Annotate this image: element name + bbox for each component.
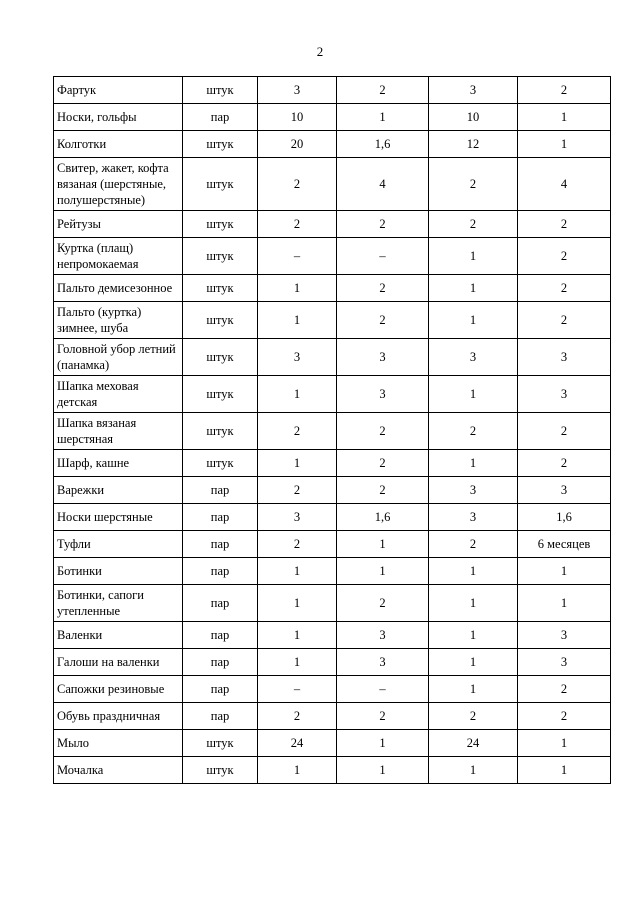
unit-cell: штук (183, 131, 258, 158)
value-cell-1: 2 (258, 211, 337, 238)
table-row (54, 585, 611, 622)
value-cell-4: 3 (518, 477, 611, 504)
value-cell-2: 2 (337, 450, 429, 477)
value-cell-2: 4 (337, 158, 429, 211)
value-cell-2: – (337, 238, 429, 275)
item-name-cell: Туфли (54, 531, 183, 558)
unit-cell: штук (183, 238, 258, 275)
value-cell-4: 3 (518, 339, 611, 376)
item-name-cell: Куртка (плащ) непромокаемая (54, 238, 183, 275)
table-row (54, 211, 611, 238)
value-cell-3: 10 (429, 104, 518, 131)
value-cell-3: 3 (429, 477, 518, 504)
item-name-cell: Галоши на валенки (54, 649, 183, 676)
value-cell-3: 3 (429, 339, 518, 376)
unit-cell: пар (183, 585, 258, 622)
value-cell-2: 1 (337, 730, 429, 757)
value-cell-4: 1 (518, 104, 611, 131)
value-cell-4: 2 (518, 450, 611, 477)
unit-cell: штук (183, 275, 258, 302)
value-cell-3: 1 (429, 275, 518, 302)
value-cell-3: 1 (429, 558, 518, 585)
item-name-cell: Ботинки (54, 558, 183, 585)
value-cell-2: 2 (337, 413, 429, 450)
value-cell-1: – (258, 676, 337, 703)
value-cell-3: 3 (429, 77, 518, 104)
value-cell-3: 2 (429, 703, 518, 730)
value-cell-2: – (337, 676, 429, 703)
item-name-cell: Мыло (54, 730, 183, 757)
value-cell-1: 2 (258, 531, 337, 558)
item-name-cell: Свитер, жакет, кофта вязаная (шерстяные, полушерстяные) (54, 158, 183, 211)
item-name-cell: Шапка вязаная шерстяная (54, 413, 183, 450)
value-cell-3: 1 (429, 585, 518, 622)
value-cell-3: 1 (429, 757, 518, 784)
value-cell-2: 1 (337, 104, 429, 131)
value-cell-3: 1 (429, 376, 518, 413)
value-cell-2: 2 (337, 211, 429, 238)
item-name-cell: Рейтузы (54, 211, 183, 238)
unit-cell: штук (183, 339, 258, 376)
item-name-cell: Колготки (54, 131, 183, 158)
value-cell-4: 2 (518, 275, 611, 302)
value-cell-1: 1 (258, 622, 337, 649)
value-cell-3: 1 (429, 450, 518, 477)
table-row (54, 558, 611, 585)
item-name-cell: Головной убор летний (панамка) (54, 339, 183, 376)
table-row (54, 703, 611, 730)
value-cell-3: 24 (429, 730, 518, 757)
value-cell-4: 2 (518, 77, 611, 104)
value-cell-1: 1 (258, 275, 337, 302)
table-row (54, 450, 611, 477)
item-name-cell: Обувь праздничная (54, 703, 183, 730)
item-name-cell: Валенки (54, 622, 183, 649)
table-row (54, 676, 611, 703)
unit-cell: штук (183, 730, 258, 757)
value-cell-4: 1 (518, 730, 611, 757)
table-row (54, 238, 611, 275)
unit-cell: пар (183, 676, 258, 703)
table-row (54, 376, 611, 413)
value-cell-4: 2 (518, 302, 611, 339)
value-cell-1: 2 (258, 477, 337, 504)
unit-cell: штук (183, 211, 258, 238)
table-row (54, 622, 611, 649)
item-name-cell: Пальто (куртка) зимнее, шуба (54, 302, 183, 339)
unit-cell: штук (183, 302, 258, 339)
table-row (54, 275, 611, 302)
table-row (54, 504, 611, 531)
value-cell-2: 2 (337, 275, 429, 302)
item-name-cell: Шарф, кашне (54, 450, 183, 477)
table-row (54, 158, 611, 211)
page-number: 2 (316, 44, 324, 59)
value-cell-2: 2 (337, 302, 429, 339)
value-cell-1: 3 (258, 339, 337, 376)
value-cell-3: 2 (429, 531, 518, 558)
unit-cell: пар (183, 531, 258, 558)
value-cell-2: 1 (337, 531, 429, 558)
item-name-cell: Носки, гольфы (54, 104, 183, 131)
table-row (54, 413, 611, 450)
value-cell-2: 2 (337, 477, 429, 504)
item-name-cell: Шапка меховая детская (54, 376, 183, 413)
value-cell-1: 1 (258, 302, 337, 339)
unit-cell: штук (183, 757, 258, 784)
value-cell-1: 1 (258, 376, 337, 413)
value-cell-3: 1 (429, 622, 518, 649)
table-body (54, 77, 611, 784)
value-cell-2: 3 (337, 376, 429, 413)
unit-cell: штук (183, 450, 258, 477)
value-cell-3: 2 (429, 158, 518, 211)
value-cell-2: 1,6 (337, 504, 429, 531)
unit-cell: штук (183, 413, 258, 450)
value-cell-1: 1 (258, 757, 337, 784)
value-cell-4: 3 (518, 622, 611, 649)
unit-cell: пар (183, 703, 258, 730)
value-cell-1: 24 (258, 730, 337, 757)
value-cell-3: 3 (429, 504, 518, 531)
value-cell-4: 3 (518, 376, 611, 413)
item-name-cell: Ботинки, сапоги утепленные (54, 585, 183, 622)
value-cell-4: 1 (518, 757, 611, 784)
table-row (54, 104, 611, 131)
value-cell-1: 1 (258, 585, 337, 622)
value-cell-4: 2 (518, 413, 611, 450)
value-cell-2: 1,6 (337, 131, 429, 158)
table-row (54, 730, 611, 757)
value-cell-1: 2 (258, 158, 337, 211)
unit-cell: штук (183, 158, 258, 211)
table-row (54, 531, 611, 558)
value-cell-1: 2 (258, 703, 337, 730)
unit-cell: пар (183, 104, 258, 131)
value-cell-1: 10 (258, 104, 337, 131)
value-cell-1: 1 (258, 649, 337, 676)
value-cell-2: 3 (337, 339, 429, 376)
value-cell-3: 2 (429, 413, 518, 450)
value-cell-4: 1 (518, 585, 611, 622)
value-cell-3: 2 (429, 211, 518, 238)
unit-cell: пар (183, 622, 258, 649)
unit-cell: пар (183, 649, 258, 676)
value-cell-4: 6 месяцев (518, 531, 611, 558)
value-cell-2: 3 (337, 649, 429, 676)
value-cell-4: 2 (518, 676, 611, 703)
value-cell-1: – (258, 238, 337, 275)
value-cell-2: 2 (337, 585, 429, 622)
table-row (54, 339, 611, 376)
value-cell-3: 1 (429, 649, 518, 676)
value-cell-2: 1 (337, 558, 429, 585)
value-cell-3: 12 (429, 131, 518, 158)
value-cell-2: 3 (337, 622, 429, 649)
value-cell-1: 3 (258, 77, 337, 104)
value-cell-4: 1 (518, 558, 611, 585)
supply-norms-table (53, 76, 611, 784)
value-cell-2: 1 (337, 757, 429, 784)
table-row (54, 77, 611, 104)
value-cell-4: 2 (518, 703, 611, 730)
item-name-cell: Варежки (54, 477, 183, 504)
table-row (54, 302, 611, 339)
value-cell-1: 2 (258, 413, 337, 450)
unit-cell: пар (183, 558, 258, 585)
value-cell-3: 1 (429, 676, 518, 703)
value-cell-1: 1 (258, 558, 337, 585)
value-cell-4: 4 (518, 158, 611, 211)
unit-cell: штук (183, 376, 258, 413)
value-cell-2: 2 (337, 77, 429, 104)
value-cell-4: 2 (518, 238, 611, 275)
value-cell-3: 1 (429, 238, 518, 275)
value-cell-4: 2 (518, 211, 611, 238)
value-cell-4: 1,6 (518, 504, 611, 531)
table-row (54, 649, 611, 676)
value-cell-4: 1 (518, 131, 611, 158)
item-name-cell: Мочалка (54, 757, 183, 784)
unit-cell: пар (183, 504, 258, 531)
value-cell-1: 20 (258, 131, 337, 158)
item-name-cell: Сапожки резиновые (54, 676, 183, 703)
value-cell-4: 3 (518, 649, 611, 676)
value-cell-1: 1 (258, 450, 337, 477)
value-cell-3: 1 (429, 302, 518, 339)
table-row (54, 757, 611, 784)
unit-cell: пар (183, 477, 258, 504)
item-name-cell: Носки шерстяные (54, 504, 183, 531)
value-cell-2: 2 (337, 703, 429, 730)
value-cell-1: 3 (258, 504, 337, 531)
item-name-cell: Пальто демисезонное (54, 275, 183, 302)
unit-cell: штук (183, 77, 258, 104)
table-row (54, 131, 611, 158)
table-row (54, 477, 611, 504)
item-name-cell: Фартук (54, 77, 183, 104)
